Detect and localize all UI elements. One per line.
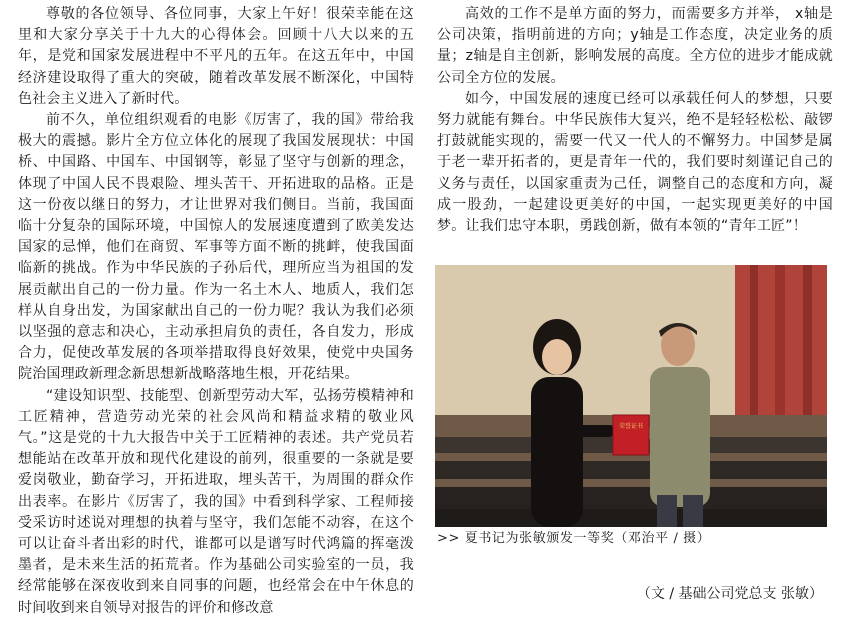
award-photo [435,265,827,527]
award-photo-illustration [435,265,827,527]
article-right-column [437,4,833,237]
paragraph-china-dream: 如今，中国发展的速度已经可以承载任何人的梦想，只要努力就能有舞台。中华民族伟大复兴，绝不是轻轻松松、敲锣打鼓就能实现的，需要一代又一代人的不懈努力。中国梦是属于老一辈开拓者的，更是青年一代的，我们要时刻谨记自己的义务与责任，以国家重责为己任，调整自己的态度和方向，凝成一股劲，一起建设更美好的中国，一起实现更美好的中国梦。让我们忠守本职，勇践创新，做有本领的“青年工匠”！ [437,90,833,235]
paragraph-opening: 尊敬的各位领导、各位同事，大家上午好！很荣幸能在这里和大家分享关于十九大的心得体会。回顾十八大以来的五年，是党和国家发展进程中不平凡的五年。在这五年中，中国经济建设取得了重大的突破，随着改革发展不断深化，中国特色社会主义进入了新时代。 [18,6,414,107]
paragraph-efficiency: 高效的工作不是单方面的努力，而需要多方并举， x轴是公司决策，指明前进的方向；y轴是工作态度，决定业务的质量；z轴是自主创新，影响发展的高度。全方位的进步才能成就公司全方位的发展。 [437,6,833,86]
paragraph-craftsman: “建设知识型、技能型、创新型劳动大军，弘扬劳模精神和工匠精神，营造劳动光荣的社会风尚和精益求精的敬业风气。”这是党的十九大报告中关于工匠精神的表述。共产党员若想能站在改革开放和现代化建设的前列，很重要的一条就是要爱岗敬业，勤奋学习，开拓进取，埋头苦干，为周围的群众作出表率。在影片《厉害了，我的国》中看到科学家、工程师接受采访时述说对理想的执着与坚守，我们怎能不动容，在这个可以让奋斗者出彩的时代，谁都可以是谱写时代鸿篇的挥毫泼墨者，是未来生活的拓荒者。作为基础公司实验室的一员，我经常能够在深夜收到来自同事的问题，也经常会在中午休息的时间收到来自领导对报告的评价和修改意 [18,387,414,616]
photo-caption: >> 夏书记为张敏颁发一等奖（邓治平 / 摄） [437,531,711,546]
article-left-column [18,4,414,619]
author-credit: （文 / 基础公司党总支 张敏） [636,586,823,602]
paragraph-film: 前不久，单位组织观看的电影《厉害了，我的国》带给我极大的震撼。影片全方位立体化的展现了我国发展现状：中国桥、中国路、中国车、中国钢等，彰显了坚守与创新的理念，体现了中国人民不畏艰险、埋头苦干、开拓进取的品格。正是这一份夜以继日的努力，才让世界对我们侧目。当前，我国面临十分复杂的国际环境，中国惊人的发展速度遭到了欧美发达国家的忌惮，他们在商贸、军事等方面不断的挑衅，使我国面临新的挑战。作为中华民族的子孙后代，理所应当为祖国的发展贡献出自己的一份力量。作为一名土木人、地质人，我们怎样从自身出发，为国家献出自己的一份力呢？我认为我们必须以坚强的意志和决心，主动承担肩负的责任，各自发力，形成合力，促使改革发展的各项举措取得良好效果，使党中央国务院治国理政新理念新思想新战略落地生根，开花结果。 [18,112,414,383]
certificate-label: 荣誉证书 [618,423,643,430]
